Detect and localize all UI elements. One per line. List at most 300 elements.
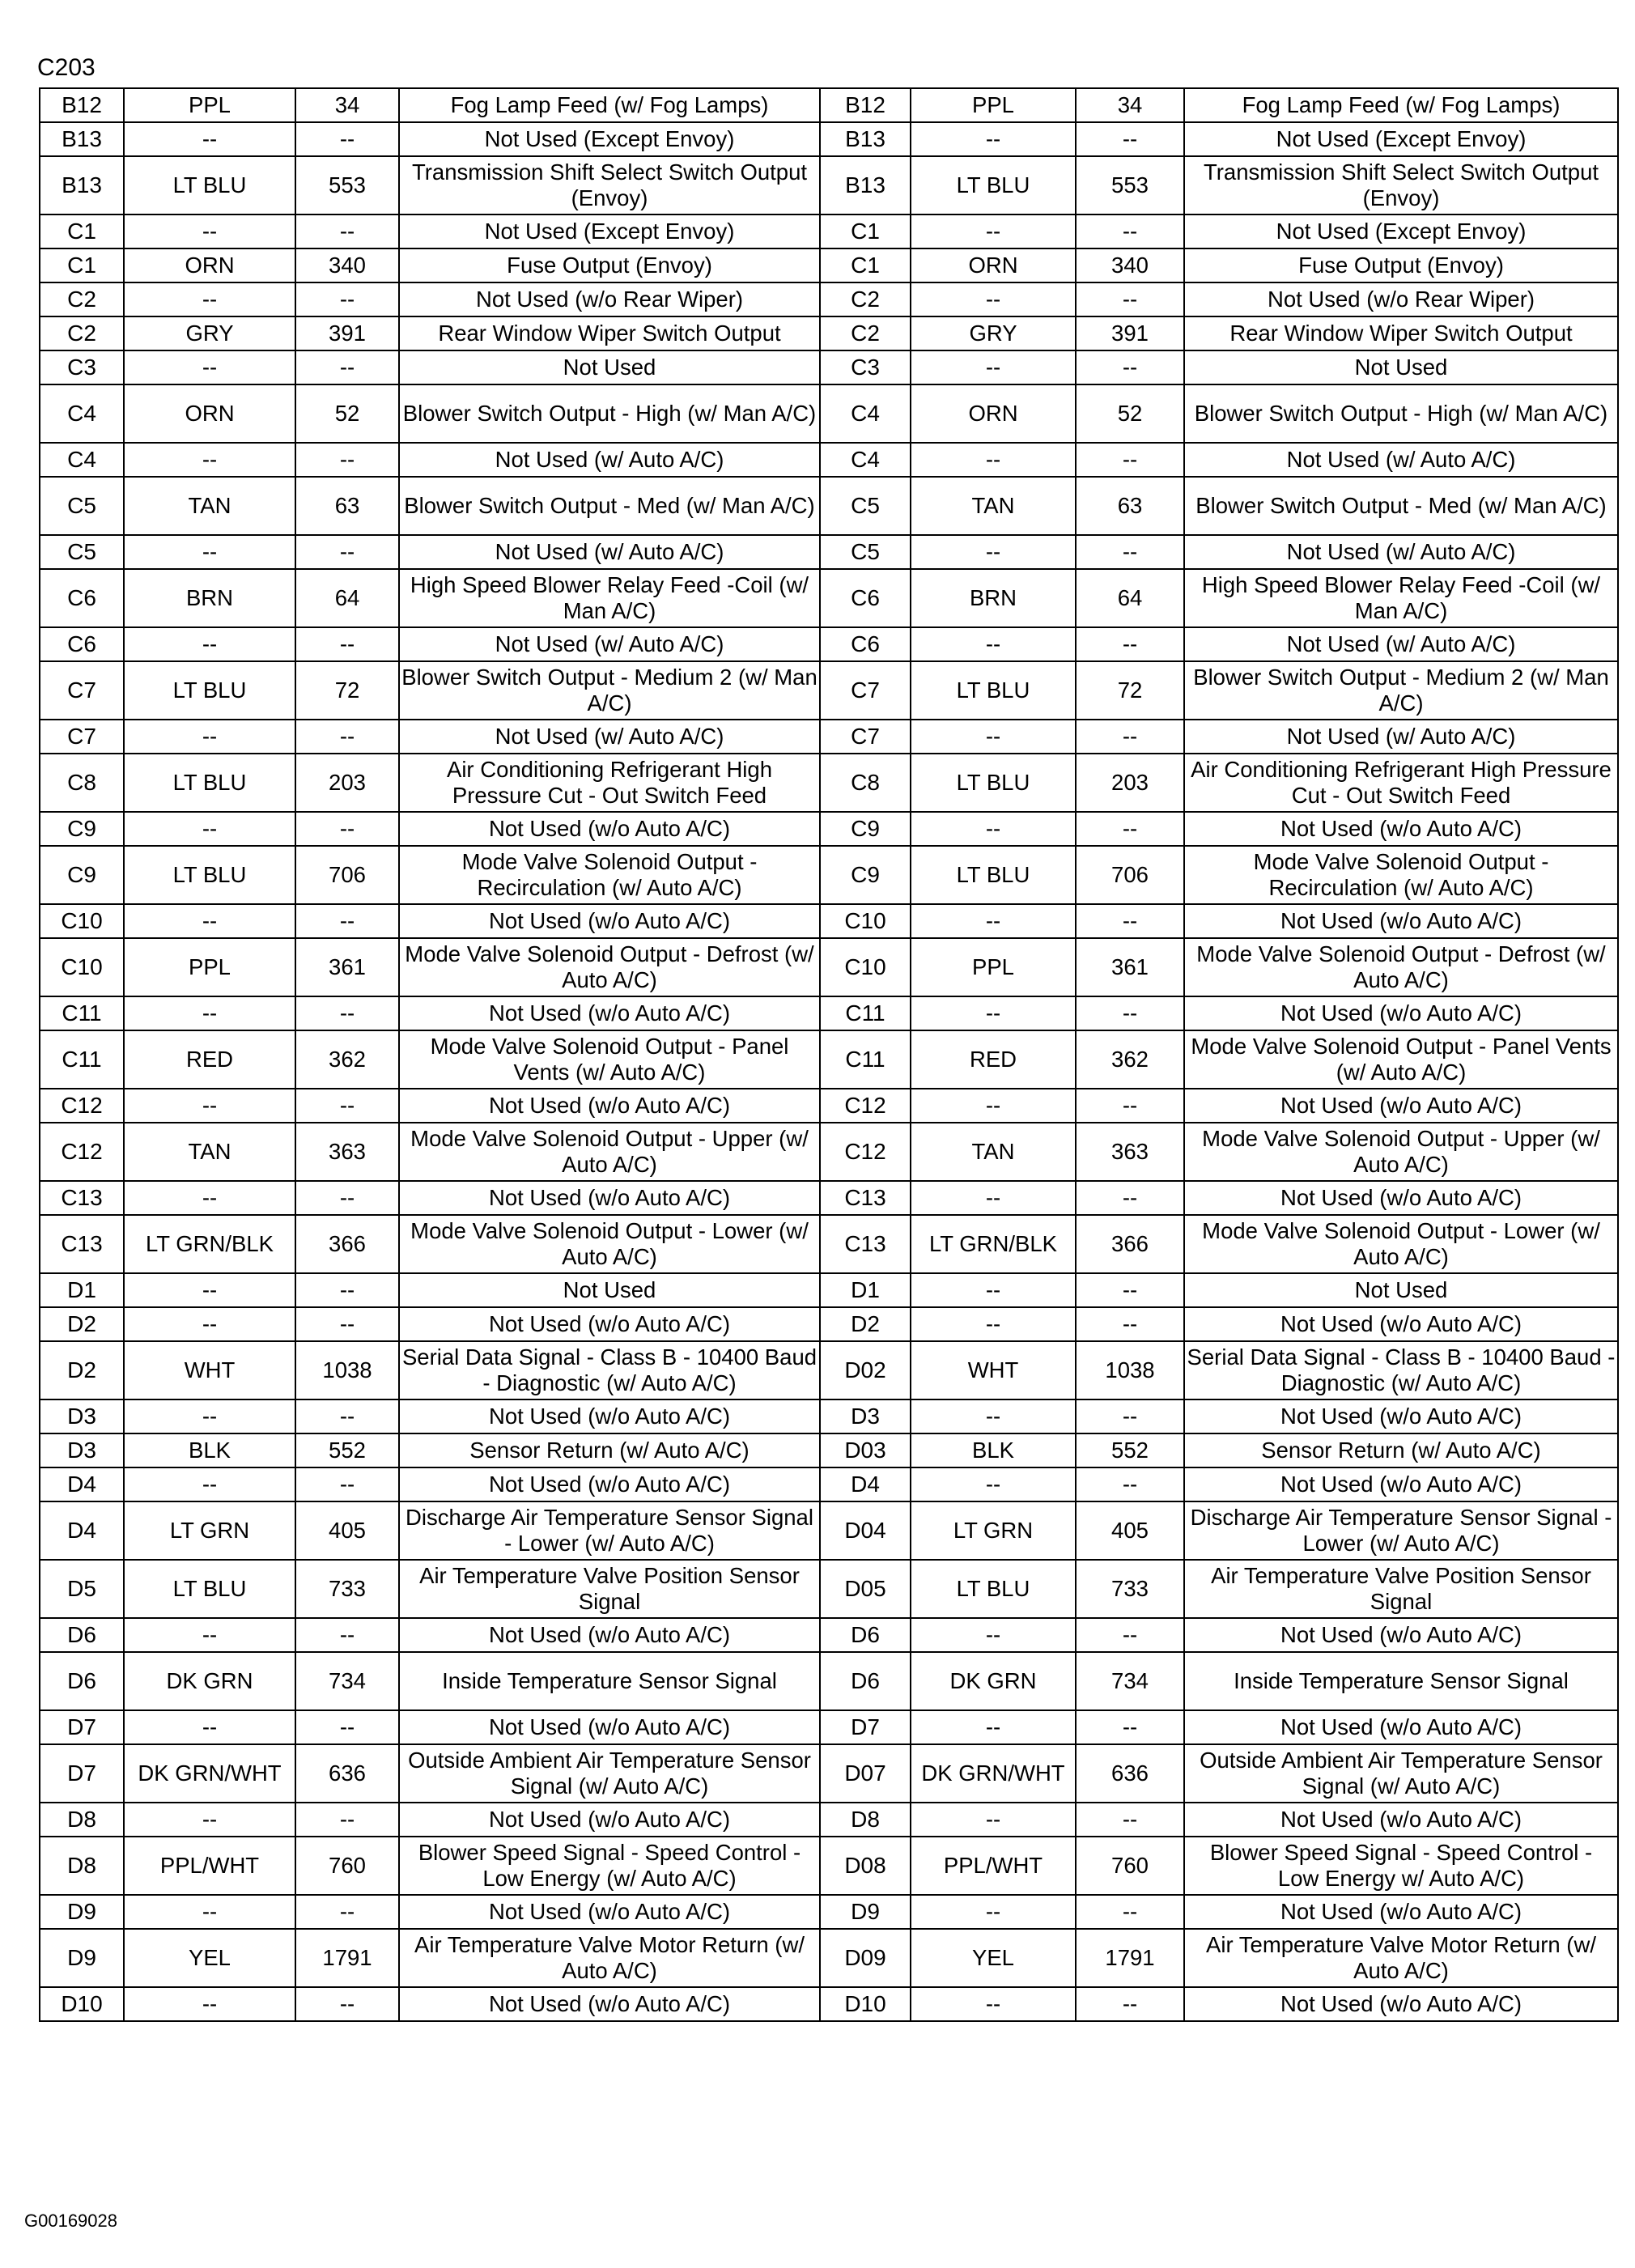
table-row	[40, 1837, 820, 1895]
pin-cell: C8	[40, 754, 124, 812]
wire-color-cell: YEL	[124, 1929, 295, 1987]
function-cell: Mode Valve Solenoid Output - Defrost (w/ Auto A/C)	[399, 938, 820, 996]
pin-cell: C3	[820, 350, 911, 384]
table-row	[820, 1030, 1618, 1089]
pin-cell: D2	[40, 1307, 124, 1341]
function-cell: Blower Switch Output - Med (w/ Man A/C)	[1184, 477, 1618, 535]
wire-color-cell: --	[911, 1181, 1076, 1215]
pin-cell: D8	[820, 1803, 911, 1837]
table-row	[40, 1307, 820, 1341]
pin-cell: C13	[40, 1181, 124, 1215]
pin-cell: C9	[820, 812, 911, 846]
pin-cell: C5	[40, 477, 124, 535]
table-row	[40, 1652, 820, 1710]
wire-color-cell: --	[124, 350, 295, 384]
circuit-cell: --	[295, 1618, 399, 1652]
function-cell: Fog Lamp Feed (w/ Fog Lamps)	[1184, 88, 1618, 122]
function-cell: Transmission Shift Select Switch Output (Envoy)	[1184, 156, 1618, 214]
wire-color-cell: --	[911, 1803, 1076, 1837]
wire-color-cell: --	[911, 1710, 1076, 1744]
table-row	[40, 1987, 820, 2021]
wire-color-cell: --	[124, 996, 295, 1030]
circuit-cell: 362	[1076, 1030, 1184, 1089]
table-row	[820, 1307, 1618, 1341]
pinout-table-right	[819, 87, 1619, 2022]
table-row	[40, 1123, 820, 1181]
wire-color-cell: --	[124, 1618, 295, 1652]
wire-color-cell: PPL	[124, 938, 295, 996]
pin-cell: D9	[40, 1929, 124, 1987]
wire-color-cell: --	[124, 1803, 295, 1837]
pin-cell: D3	[820, 1399, 911, 1433]
wire-color-cell: --	[124, 1181, 295, 1215]
circuit-cell: 363	[295, 1123, 399, 1181]
circuit-cell: --	[1076, 1618, 1184, 1652]
circuit-cell: --	[295, 1895, 399, 1929]
function-cell: Blower Speed Signal - Speed Control - Low Energy w/ Auto A/C)	[1184, 1837, 1618, 1895]
function-cell: Sensor Return (w/ Auto A/C)	[1184, 1433, 1618, 1467]
circuit-cell: 1038	[295, 1341, 399, 1399]
wire-color-cell: --	[124, 214, 295, 248]
pin-cell: C4	[820, 443, 911, 477]
wire-color-cell: LT BLU	[911, 846, 1076, 904]
pinout-tables	[39, 87, 1617, 2192]
wire-color-cell: BRN	[124, 569, 295, 627]
wire-color-cell: DK GRN	[911, 1652, 1076, 1710]
wire-color-cell: PPL	[911, 88, 1076, 122]
wire-color-cell: --	[911, 535, 1076, 569]
table-row	[820, 1215, 1618, 1273]
function-cell: Not Used (w/o Auto A/C)	[399, 996, 820, 1030]
pin-cell: C7	[40, 661, 124, 720]
wire-color-cell: PPL	[124, 88, 295, 122]
circuit-cell: 340	[1076, 248, 1184, 282]
wire-color-cell: LT GRN/BLK	[124, 1215, 295, 1273]
circuit-cell: --	[1076, 720, 1184, 754]
table-row	[820, 661, 1618, 720]
table-row	[40, 846, 820, 904]
pin-cell: C12	[40, 1089, 124, 1123]
pin-cell: D4	[820, 1467, 911, 1501]
function-cell: Not Used (w/o Auto A/C)	[1184, 1987, 1618, 2021]
wire-color-cell: TAN	[124, 1123, 295, 1181]
function-cell: Not Used (w/o Auto A/C)	[399, 812, 820, 846]
circuit-cell: --	[1076, 1987, 1184, 2021]
circuit-cell: 405	[1076, 1501, 1184, 1560]
function-cell: Not Used (w/o Rear Wiper)	[1184, 282, 1618, 316]
table-row	[40, 1744, 820, 1803]
table-row	[820, 384, 1618, 443]
circuit-cell: 34	[1076, 88, 1184, 122]
table-row	[820, 477, 1618, 535]
table-row	[40, 214, 820, 248]
function-cell: Not Used (w/o Auto A/C)	[1184, 1618, 1618, 1652]
function-cell: Mode Valve Solenoid Output - Panel Vents (w/ Auto A/C)	[1184, 1030, 1618, 1089]
wire-color-cell: GRY	[911, 316, 1076, 350]
circuit-cell: --	[295, 1987, 399, 2021]
circuit-cell: 63	[1076, 477, 1184, 535]
wire-color-cell: --	[911, 1987, 1076, 2021]
circuit-cell: --	[295, 1710, 399, 1744]
circuit-cell: 734	[1076, 1652, 1184, 1710]
wire-color-cell: PPL/WHT	[124, 1837, 295, 1895]
function-cell: Fuse Output (Envoy)	[399, 248, 820, 282]
function-cell: Not Used (w/o Auto A/C)	[399, 1181, 820, 1215]
function-cell: Mode Valve Solenoid Output - Lower (w/ Auto A/C)	[399, 1215, 820, 1273]
circuit-cell: 340	[295, 248, 399, 282]
wire-color-cell: --	[911, 1618, 1076, 1652]
pin-cell: C1	[40, 248, 124, 282]
circuit-cell: --	[295, 535, 399, 569]
wire-color-cell: PPL/WHT	[911, 1837, 1076, 1895]
table-row	[820, 1273, 1618, 1307]
pin-cell: C9	[40, 812, 124, 846]
function-cell: Blower Switch Output - Medium 2 (w/ Man A/C)	[1184, 661, 1618, 720]
table-row	[40, 1399, 820, 1433]
pin-cell: C13	[820, 1181, 911, 1215]
table-row	[820, 627, 1618, 661]
circuit-cell: --	[295, 1803, 399, 1837]
pinout-table-right-body	[820, 88, 1618, 2021]
wire-color-cell: --	[911, 214, 1076, 248]
function-cell: Not Used (w/o Auto A/C)	[1184, 1089, 1618, 1123]
function-cell: Not Used (w/o Auto A/C)	[399, 1089, 820, 1123]
circuit-cell: 363	[1076, 1123, 1184, 1181]
table-row	[40, 248, 820, 282]
table-row	[820, 1501, 1618, 1560]
function-cell: Not Used (w/o Auto A/C)	[1184, 996, 1618, 1030]
table-row	[40, 1710, 820, 1744]
wire-color-cell: --	[911, 350, 1076, 384]
function-cell: Inside Temperature Sensor Signal	[399, 1652, 820, 1710]
function-cell: Not Used (w/o Auto A/C)	[399, 1399, 820, 1433]
table-row	[820, 812, 1618, 846]
wire-color-cell: --	[124, 812, 295, 846]
table-row	[40, 1215, 820, 1273]
function-cell: Not Used (w/ Auto A/C)	[399, 627, 820, 661]
function-cell: Not Used (w/o Auto A/C)	[1184, 1307, 1618, 1341]
function-cell: Blower Switch Output - High (w/ Man A/C)	[1184, 384, 1618, 443]
pin-cell: D5	[40, 1560, 124, 1618]
pin-cell: D05	[820, 1560, 911, 1618]
pin-cell: C8	[820, 754, 911, 812]
circuit-cell: --	[295, 720, 399, 754]
wire-color-cell: LT BLU	[124, 754, 295, 812]
pin-cell: C10	[820, 904, 911, 938]
circuit-cell: --	[1076, 282, 1184, 316]
table-row	[820, 720, 1618, 754]
wire-color-cell: DK GRN/WHT	[911, 1744, 1076, 1803]
wire-color-cell: GRY	[124, 316, 295, 350]
table-row	[40, 996, 820, 1030]
table-row	[820, 1929, 1618, 1987]
table-row	[40, 569, 820, 627]
function-cell: Mode Valve Solenoid Output - Defrost (w/ Auto A/C)	[1184, 938, 1618, 996]
circuit-cell: --	[1076, 214, 1184, 248]
pin-cell: D03	[820, 1433, 911, 1467]
table-row	[820, 1399, 1618, 1433]
table-row	[820, 846, 1618, 904]
wire-color-cell: TAN	[911, 1123, 1076, 1181]
pin-cell: C1	[820, 248, 911, 282]
function-cell: Not Used (w/ Auto A/C)	[1184, 443, 1618, 477]
wire-color-cell: --	[911, 1467, 1076, 1501]
circuit-cell: --	[295, 996, 399, 1030]
wire-color-cell: --	[124, 1467, 295, 1501]
table-row	[820, 248, 1618, 282]
wire-color-cell: --	[124, 904, 295, 938]
pin-cell: D6	[40, 1618, 124, 1652]
table-row	[40, 1273, 820, 1307]
wire-color-cell: --	[124, 720, 295, 754]
circuit-cell: --	[1076, 1181, 1184, 1215]
circuit-cell: 52	[1076, 384, 1184, 443]
pin-cell: B13	[820, 122, 911, 156]
table-row	[820, 904, 1618, 938]
wire-color-cell: --	[124, 1710, 295, 1744]
circuit-cell: --	[295, 1307, 399, 1341]
circuit-cell: 203	[295, 754, 399, 812]
wire-color-cell: --	[911, 996, 1076, 1030]
pin-cell: C5	[820, 477, 911, 535]
pin-cell: C11	[40, 1030, 124, 1089]
pin-cell: B13	[40, 122, 124, 156]
table-row	[820, 1467, 1618, 1501]
circuit-cell: 552	[1076, 1433, 1184, 1467]
function-cell: Not Used	[1184, 1273, 1618, 1307]
function-cell: Not Used (w/o Auto A/C)	[1184, 1803, 1618, 1837]
pin-cell: D7	[40, 1710, 124, 1744]
pin-cell: C12	[40, 1123, 124, 1181]
table-row	[820, 1341, 1618, 1399]
pin-cell: D2	[40, 1341, 124, 1399]
function-cell: Not Used (w/o Rear Wiper)	[399, 282, 820, 316]
function-cell: Not Used (w/o Auto A/C)	[1184, 1467, 1618, 1501]
table-row	[40, 661, 820, 720]
circuit-cell: 361	[1076, 938, 1184, 996]
pin-cell: D9	[40, 1895, 124, 1929]
circuit-cell: 366	[1076, 1215, 1184, 1273]
circuit-cell: 1791	[1076, 1929, 1184, 1987]
circuit-cell: 72	[1076, 661, 1184, 720]
pinout-table-left-body	[40, 88, 820, 2021]
table-row	[40, 1341, 820, 1399]
pin-cell: D1	[40, 1273, 124, 1307]
pin-cell: C10	[40, 938, 124, 996]
pin-cell: D3	[40, 1433, 124, 1467]
function-cell: Discharge Air Temperature Sensor Signal - Lower (w/ Auto A/C)	[1184, 1501, 1618, 1560]
pin-cell: D4	[40, 1467, 124, 1501]
pin-cell: C2	[820, 316, 911, 350]
circuit-cell: --	[1076, 1273, 1184, 1307]
function-cell: Blower Speed Signal - Speed Control - Low Energy (w/ Auto A/C)	[399, 1837, 820, 1895]
pin-cell: C5	[40, 535, 124, 569]
circuit-cell: --	[295, 1181, 399, 1215]
circuit-cell: --	[295, 1399, 399, 1433]
circuit-cell: --	[1076, 1895, 1184, 1929]
table-row	[40, 1618, 820, 1652]
table-row	[40, 1560, 820, 1618]
wire-color-cell: LT BLU	[124, 156, 295, 214]
function-cell: Not Used	[399, 1273, 820, 1307]
circuit-cell: 391	[295, 316, 399, 350]
function-cell: Not Used (w/o Auto A/C)	[1184, 1710, 1618, 1744]
function-cell: Mode Valve Solenoid Output - Recirculation (w/ Auto A/C)	[1184, 846, 1618, 904]
pin-cell: C11	[820, 1030, 911, 1089]
table-row	[40, 88, 820, 122]
table-row	[820, 1560, 1618, 1618]
function-cell: Not Used (w/o Auto A/C)	[399, 1618, 820, 1652]
table-row	[820, 1803, 1618, 1837]
table-row	[40, 1030, 820, 1089]
circuit-cell: 760	[295, 1837, 399, 1895]
pin-cell: D07	[820, 1744, 911, 1803]
circuit-cell: --	[1076, 904, 1184, 938]
table-row	[40, 720, 820, 754]
function-cell: Not Used (w/o Auto A/C)	[399, 1895, 820, 1929]
table-row	[820, 1089, 1618, 1123]
function-cell: Mode Valve Solenoid Output - Panel Vents (w/ Auto A/C)	[399, 1030, 820, 1089]
pin-cell: D2	[820, 1307, 911, 1341]
table-row	[40, 477, 820, 535]
circuit-cell: 636	[1076, 1744, 1184, 1803]
wire-color-cell: --	[124, 627, 295, 661]
pin-cell: C1	[40, 214, 124, 248]
pin-cell: D4	[40, 1501, 124, 1560]
pin-cell: D6	[820, 1618, 911, 1652]
pin-cell: C4	[40, 384, 124, 443]
pin-cell: C13	[820, 1215, 911, 1273]
pin-cell: C1	[820, 214, 911, 248]
pin-cell: C9	[820, 846, 911, 904]
pin-cell: C10	[820, 938, 911, 996]
wire-color-cell: --	[124, 1399, 295, 1433]
function-cell: High Speed Blower Relay Feed -Coil (w/ Man A/C)	[399, 569, 820, 627]
function-cell: Not Used (Except Envoy)	[1184, 214, 1618, 248]
circuit-cell: 706	[295, 846, 399, 904]
wire-color-cell: TAN	[911, 477, 1076, 535]
wire-color-cell: WHT	[124, 1341, 295, 1399]
connector-title: C203	[37, 54, 96, 81]
figure-id: G00169028	[24, 2211, 117, 2231]
pin-cell: D02	[820, 1341, 911, 1399]
function-cell: Not Used (w/o Auto A/C)	[399, 1710, 820, 1744]
wire-color-cell: --	[911, 1399, 1076, 1433]
pin-cell: C4	[820, 384, 911, 443]
wire-color-cell: --	[911, 122, 1076, 156]
function-cell: Not Used (Except Envoy)	[399, 214, 820, 248]
wire-color-cell: LT BLU	[124, 1560, 295, 1618]
circuit-cell: 34	[295, 88, 399, 122]
pin-cell: D10	[40, 1987, 124, 2021]
pin-cell: C7	[820, 661, 911, 720]
function-cell: Not Used (w/o Auto A/C)	[1184, 1181, 1618, 1215]
wire-color-cell: ORN	[911, 384, 1076, 443]
pin-cell: D7	[820, 1710, 911, 1744]
table-row	[820, 996, 1618, 1030]
circuit-cell: --	[1076, 443, 1184, 477]
pin-cell: C6	[40, 569, 124, 627]
circuit-cell: --	[295, 1467, 399, 1501]
wire-color-cell: --	[911, 1273, 1076, 1307]
wire-color-cell: BLK	[124, 1433, 295, 1467]
pin-cell: B13	[820, 156, 911, 214]
wire-color-cell: LT BLU	[911, 754, 1076, 812]
function-cell: Outside Ambient Air Temperature Sensor Signal (w/ Auto A/C)	[399, 1744, 820, 1803]
function-cell: Not Used (w/ Auto A/C)	[399, 443, 820, 477]
function-cell: Fog Lamp Feed (w/ Fog Lamps)	[399, 88, 820, 122]
table-row	[820, 1652, 1618, 1710]
pin-cell: D6	[820, 1652, 911, 1710]
wire-color-cell: --	[911, 443, 1076, 477]
function-cell: Not Used (w/o Auto A/C)	[399, 1467, 820, 1501]
pin-cell: C6	[820, 569, 911, 627]
wire-color-cell: --	[124, 1307, 295, 1341]
circuit-cell: 72	[295, 661, 399, 720]
function-cell: Not Used (w/o Auto A/C)	[399, 1803, 820, 1837]
circuit-cell: --	[1076, 535, 1184, 569]
pin-cell: D10	[820, 1987, 911, 2021]
circuit-cell: 733	[295, 1560, 399, 1618]
pin-cell: C6	[820, 627, 911, 661]
table-row	[40, 812, 820, 846]
function-cell: Rear Window Wiper Switch Output	[1184, 316, 1618, 350]
table-row	[40, 156, 820, 214]
wire-color-cell: --	[124, 443, 295, 477]
function-cell: Not Used (w/o Auto A/C)	[1184, 904, 1618, 938]
pin-cell: D8	[40, 1803, 124, 1837]
function-cell: Fuse Output (Envoy)	[1184, 248, 1618, 282]
table-row	[820, 754, 1618, 812]
wire-color-cell: --	[124, 1895, 295, 1929]
wire-color-cell: YEL	[911, 1929, 1076, 1987]
circuit-cell: --	[295, 214, 399, 248]
table-row	[820, 443, 1618, 477]
wire-color-cell: LT GRN	[911, 1501, 1076, 1560]
pin-cell: C4	[40, 443, 124, 477]
circuit-cell: --	[295, 812, 399, 846]
table-row	[40, 1467, 820, 1501]
function-cell: Blower Switch Output - Med (w/ Man A/C)	[399, 477, 820, 535]
function-cell: Air Conditioning Refrigerant High Pressure Cut - Out Switch Feed	[399, 754, 820, 812]
pin-cell: C7	[820, 720, 911, 754]
function-cell: Mode Valve Solenoid Output - Recirculation (w/ Auto A/C)	[399, 846, 820, 904]
table-row	[40, 904, 820, 938]
pin-cell: C2	[40, 316, 124, 350]
table-row	[820, 1987, 1618, 2021]
table-row	[820, 1181, 1618, 1215]
function-cell: Serial Data Signal - Class B - 10400 Baud - Diagnostic (w/ Auto A/C)	[1184, 1341, 1618, 1399]
function-cell: Air Temperature Valve Position Sensor Signal	[1184, 1560, 1618, 1618]
function-cell: Blower Switch Output - Medium 2 (w/ Man A/C)	[399, 661, 820, 720]
circuit-cell: 760	[1076, 1837, 1184, 1895]
wire-color-cell: PPL	[911, 938, 1076, 996]
pin-cell: C5	[820, 535, 911, 569]
function-cell: Not Used (w/o Auto A/C)	[1184, 1895, 1618, 1929]
pin-cell: C10	[40, 904, 124, 938]
circuit-cell: 553	[295, 156, 399, 214]
function-cell: High Speed Blower Relay Feed -Coil (w/ Man A/C)	[1184, 569, 1618, 627]
circuit-cell: --	[295, 904, 399, 938]
function-cell: Blower Switch Output - High (w/ Man A/C)	[399, 384, 820, 443]
circuit-cell: --	[1076, 122, 1184, 156]
circuit-cell: --	[1076, 627, 1184, 661]
pin-cell: C2	[820, 282, 911, 316]
circuit-cell: --	[295, 122, 399, 156]
circuit-cell: 405	[295, 1501, 399, 1560]
function-cell: Air Temperature Valve Motor Return (w/ Auto A/C)	[1184, 1929, 1618, 1987]
circuit-cell: 63	[295, 477, 399, 535]
